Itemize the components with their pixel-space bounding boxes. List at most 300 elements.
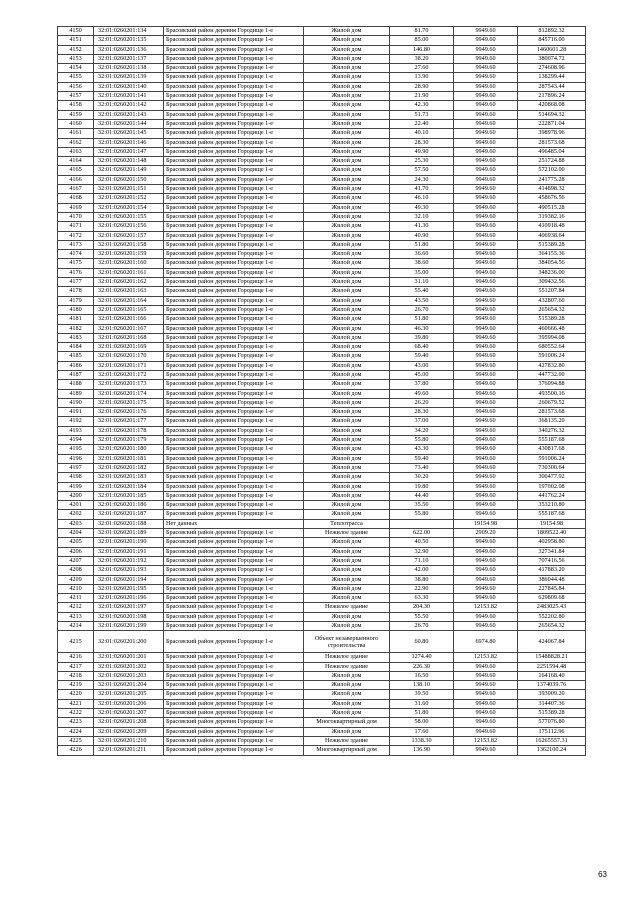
address-cell: Брасовский район деревня Городище 1-е xyxy=(164,622,304,631)
row-number-cell: 4204 xyxy=(58,529,94,538)
object-type-cell: Жилой дом xyxy=(304,491,390,500)
row-number-cell: 4151 xyxy=(58,36,94,45)
cadastral-value-cell: 395994.08 xyxy=(518,333,586,342)
unit-value-cell: 9949.60 xyxy=(454,343,518,352)
unit-value-cell: 9949.60 xyxy=(454,681,518,690)
object-type-cell: Жилой дом xyxy=(304,575,390,584)
area-cell: 31.60 xyxy=(390,699,454,708)
area-cell: 51.80 xyxy=(390,709,454,718)
cadastral-value-cell: 427832.80 xyxy=(518,361,586,370)
cadastral-value-cell: 227845.84 xyxy=(518,584,586,593)
object-type-cell: Жилой дом xyxy=(304,166,390,175)
row-number-cell: 4180 xyxy=(58,305,94,314)
table-row xyxy=(58,519,586,528)
row-number-cell: 4217 xyxy=(58,662,94,671)
row-number-cell: 4157 xyxy=(58,92,94,101)
table-row xyxy=(58,594,586,603)
unit-value-cell: 9949.60 xyxy=(454,54,518,63)
cadastral-value-cell: 265654.32 xyxy=(518,622,586,631)
cadastral-number-cell: 32:01:0260201:136 xyxy=(94,45,164,54)
cadastral-number-cell: 32:01:0260201:139 xyxy=(94,73,164,82)
address-cell: Брасовский район деревня Городище 1-е xyxy=(164,166,304,175)
cadastral-value-cell: 380074.72 xyxy=(518,54,586,63)
table-row xyxy=(58,653,586,662)
address-cell: Брасовский район деревня Городище 1-е xyxy=(164,482,304,491)
area-cell: 55.80 xyxy=(390,510,454,519)
cadastral-value-cell: 447732.00 xyxy=(518,370,586,379)
object-type-cell: Жилой дом xyxy=(304,296,390,305)
object-type-cell: Жилой дом xyxy=(304,482,390,491)
cadastral-number-cell: 32:01:0260201:182 xyxy=(94,463,164,472)
cadastral-number-cell: 32:01:0260201:161 xyxy=(94,268,164,277)
object-type-cell: Жилой дом xyxy=(304,699,390,708)
object-type-cell: Жилой дом xyxy=(304,240,390,249)
address-cell: Брасовский район деревня Городище 1-е xyxy=(164,185,304,194)
area-cell: 68.40 xyxy=(390,343,454,352)
table-row xyxy=(58,287,586,296)
unit-value-cell: 9949.60 xyxy=(454,454,518,463)
unit-value-cell: 9949.60 xyxy=(454,584,518,593)
row-number-cell: 4168 xyxy=(58,194,94,203)
cadastral-number-cell: 32:01:0260201:152 xyxy=(94,194,164,203)
cadastral-value-cell: 430817.68 xyxy=(518,445,586,454)
unit-value-cell: 9949.60 xyxy=(454,746,518,755)
cadastral-number-cell: 32:01:0260201:207 xyxy=(94,709,164,718)
area-cell: 55.80 xyxy=(390,436,454,445)
table-row xyxy=(58,110,586,119)
cadastral-value-cell: 300477.92 xyxy=(518,473,586,482)
cadastral-value-cell: 386044.48 xyxy=(518,575,586,584)
area-cell: 26.20 xyxy=(390,398,454,407)
table-row xyxy=(58,538,586,547)
unit-value-cell: 9949.60 xyxy=(454,333,518,342)
cadastral-number-cell: 32:01:0260201:171 xyxy=(94,361,164,370)
object-type-cell: Жилой дом xyxy=(304,408,390,417)
table-row xyxy=(58,408,586,417)
row-number-cell: 4175 xyxy=(58,259,94,268)
row-number-cell: 4220 xyxy=(58,690,94,699)
cadastral-number-cell: 32:01:0260201:135 xyxy=(94,36,164,45)
area-cell: 36.60 xyxy=(390,250,454,259)
unit-value-cell: 9949.60 xyxy=(454,315,518,324)
table-row xyxy=(58,92,586,101)
unit-value-cell: 9949.60 xyxy=(454,36,518,45)
table-row xyxy=(58,612,586,621)
area-cell: 45.00 xyxy=(390,370,454,379)
unit-value-cell: 9949.60 xyxy=(454,556,518,565)
row-number-cell: 4196 xyxy=(58,454,94,463)
area-cell: 51.73 xyxy=(390,110,454,119)
row-number-cell: 4178 xyxy=(58,287,94,296)
address-cell: Брасовский район деревня Городище 1-е xyxy=(164,584,304,593)
table-row xyxy=(58,556,586,565)
object-type-cell: Нежилое здание xyxy=(304,603,390,612)
cadastral-value-cell: 420868.08 xyxy=(518,101,586,110)
unit-value-cell: 9949.60 xyxy=(454,727,518,736)
object-type-cell: Жилой дом xyxy=(304,501,390,510)
table-row xyxy=(58,389,586,398)
table-row xyxy=(58,417,586,426)
cadastral-number-cell: 32:01:0260201:162 xyxy=(94,278,164,287)
unit-value-cell: 9949.60 xyxy=(454,718,518,727)
cadastral-number-cell: 32:01:0260201:174 xyxy=(94,389,164,398)
area-cell: 81.70 xyxy=(390,27,454,36)
cadastral-number-cell: 32:01:0260201:158 xyxy=(94,240,164,249)
area-cell: 26.70 xyxy=(390,622,454,631)
address-cell: Брасовский район деревня Городище 1-е xyxy=(164,566,304,575)
cadastral-value-cell: 368135.20 xyxy=(518,417,586,426)
object-type-cell: Жилой дом xyxy=(304,612,390,621)
row-number-cell: 4187 xyxy=(58,370,94,379)
address-cell: Брасовский район деревня Городище 1-е xyxy=(164,92,304,101)
table-row xyxy=(58,250,586,259)
address-cell: Брасовский район деревня Городище 1-е xyxy=(164,250,304,259)
object-type-cell: Жилой дом xyxy=(304,426,390,435)
unit-value-cell: 9949.60 xyxy=(454,538,518,547)
address-cell: Брасовский район деревня Городище 1-е xyxy=(164,709,304,718)
table-row xyxy=(58,454,586,463)
cadastral-number-cell: 32:01:0260201:172 xyxy=(94,370,164,379)
table-body xyxy=(58,27,586,756)
address-cell: Брасовский район деревня Городище 1-е xyxy=(164,417,304,426)
cadastral-value-cell: 458676.56 xyxy=(518,194,586,203)
row-number-cell: 4183 xyxy=(58,333,94,342)
row-number-cell: 4213 xyxy=(58,612,94,621)
area-cell: 226.30 xyxy=(390,662,454,671)
area-cell: 60.80 xyxy=(390,631,454,653)
object-type-cell: Жилой дом xyxy=(304,566,390,575)
table-row xyxy=(58,231,586,240)
object-type-cell: Жилой дом xyxy=(304,138,390,147)
object-type-cell: Жилой дом xyxy=(304,92,390,101)
row-number-cell: 4195 xyxy=(58,445,94,454)
cadastral-value-cell: 551207.84 xyxy=(518,287,586,296)
row-number-cell: 4206 xyxy=(58,547,94,556)
area-cell: 55.40 xyxy=(390,287,454,296)
row-number-cell: 4200 xyxy=(58,491,94,500)
unit-value-cell: 9949.60 xyxy=(454,709,518,718)
unit-value-cell: 19154.98 xyxy=(454,519,518,528)
object-type-cell: Жилой дом xyxy=(304,436,390,445)
object-type-cell: Жилой дом xyxy=(304,194,390,203)
cadastral-value-cell: 515389.28 xyxy=(518,240,586,249)
address-cell: Брасовский район деревня Городище 1-е xyxy=(164,491,304,500)
object-type-cell: Многоквартирный дом xyxy=(304,746,390,755)
object-type-cell: Жилой дом xyxy=(304,584,390,593)
table-row xyxy=(58,436,586,445)
object-type-cell: Жилой дом xyxy=(304,82,390,91)
table-row xyxy=(58,333,586,342)
area-cell: 42.30 xyxy=(390,101,454,110)
area-cell: 32.90 xyxy=(390,547,454,556)
table-row xyxy=(58,82,586,91)
object-type-cell: Нежилое здание xyxy=(304,736,390,745)
cadastral-value-cell: 441762.24 xyxy=(518,491,586,500)
address-cell: Брасовский район деревня Городище 1-е xyxy=(164,259,304,268)
cadastral-number-cell: 32:01:0260201:204 xyxy=(94,681,164,690)
row-number-cell: 4185 xyxy=(58,352,94,361)
unit-value-cell: 9949.60 xyxy=(454,157,518,166)
object-type-cell: Жилой дом xyxy=(304,389,390,398)
address-cell: Брасовский район деревня Городище 1-е xyxy=(164,101,304,110)
cadastral-value-cell: 197002.08 xyxy=(518,482,586,491)
unit-value-cell: 9949.60 xyxy=(454,482,518,491)
table-row xyxy=(58,147,586,156)
cadastral-value-cell: 707416.56 xyxy=(518,556,586,565)
unit-value-cell: 12153.82 xyxy=(454,603,518,612)
unit-value-cell: 9949.60 xyxy=(454,501,518,510)
address-cell: Брасовский район деревня Городище 1-е xyxy=(164,556,304,565)
table-row xyxy=(58,73,586,82)
area-cell: 85.00 xyxy=(390,36,454,45)
unit-value-cell: 9949.60 xyxy=(454,231,518,240)
address-cell: Брасовский район деревня Городище 1-е xyxy=(164,746,304,755)
cadastral-value-cell: 217896.24 xyxy=(518,92,586,101)
row-number-cell: 4184 xyxy=(58,343,94,352)
area-cell: 30.20 xyxy=(390,473,454,482)
row-number-cell: 4223 xyxy=(58,718,94,727)
cadastral-number-cell: 32:01:0260201:137 xyxy=(94,54,164,63)
table-row xyxy=(58,718,586,727)
cadastral-value-cell: 393009.20 xyxy=(518,690,586,699)
unit-value-cell: 9949.60 xyxy=(454,690,518,699)
row-number-cell: 4215 xyxy=(58,631,94,653)
cadastral-value-table xyxy=(57,26,586,756)
row-number-cell: 4198 xyxy=(58,473,94,482)
unit-value-cell: 9949.60 xyxy=(454,278,518,287)
cadastral-number-cell: 32:01:0260201:192 xyxy=(94,556,164,565)
area-cell: 22.40 xyxy=(390,119,454,128)
row-number-cell: 4171 xyxy=(58,222,94,231)
cadastral-value-cell: 164168.40 xyxy=(518,671,586,680)
cadastral-number-cell: 32:01:0260201:168 xyxy=(94,333,164,342)
unit-value-cell: 9949.60 xyxy=(454,622,518,631)
area-cell: 31.10 xyxy=(390,278,454,287)
address-cell: Брасовский район деревня Городище 1-е xyxy=(164,352,304,361)
address-cell: Брасовский район деревня Городище 1-е xyxy=(164,389,304,398)
table-row xyxy=(58,501,586,510)
row-number-cell: 4181 xyxy=(58,315,94,324)
object-type-cell: Жилой дом xyxy=(304,352,390,361)
cadastral-value-cell: 16265557.31 xyxy=(518,736,586,745)
row-number-cell: 4173 xyxy=(58,240,94,249)
table-row xyxy=(58,157,586,166)
unit-value-cell: 9949.60 xyxy=(454,222,518,231)
table-row xyxy=(58,380,586,389)
object-type-cell: Жилой дом xyxy=(304,473,390,482)
address-cell: Брасовский район деревня Городище 1-е xyxy=(164,699,304,708)
unit-value-cell: 9949.60 xyxy=(454,380,518,389)
cadastral-number-cell: 32:01:0260201:160 xyxy=(94,259,164,268)
table-row xyxy=(58,746,586,755)
unit-value-cell: 9949.60 xyxy=(454,73,518,82)
object-type-cell: Жилой дом xyxy=(304,101,390,110)
area-cell: 46.10 xyxy=(390,194,454,203)
address-cell: Брасовский район деревня Городище 1-е xyxy=(164,27,304,36)
object-type-cell: Жилой дом xyxy=(304,27,390,36)
cadastral-number-cell: 32:01:0260201:200 xyxy=(94,631,164,653)
unit-value-cell: 9949.60 xyxy=(454,268,518,277)
cadastral-number-cell: 32:01:0260201:209 xyxy=(94,727,164,736)
cadastral-number-cell: 32:01:0260201:175 xyxy=(94,398,164,407)
cadastral-value-cell: 414898.32 xyxy=(518,185,586,194)
cadastral-value-cell: 287543.44 xyxy=(518,82,586,91)
table-row xyxy=(58,343,586,352)
cadastral-number-cell: 32:01:0260201:141 xyxy=(94,92,164,101)
address-cell: Брасовский район деревня Городище 1-е xyxy=(164,398,304,407)
table-row xyxy=(58,547,586,556)
area-cell: 37.80 xyxy=(390,380,454,389)
row-number-cell: 4161 xyxy=(58,129,94,138)
row-number-cell: 4207 xyxy=(58,556,94,565)
cadastral-number-cell: 32:01:0260201:201 xyxy=(94,653,164,662)
area-cell: 59.40 xyxy=(390,352,454,361)
area-cell: 43.50 xyxy=(390,296,454,305)
table-row xyxy=(58,54,586,63)
object-type-cell: Жилой дом xyxy=(304,315,390,324)
table-row xyxy=(58,566,586,575)
cadastral-number-cell: 32:01:0260201:169 xyxy=(94,343,164,352)
table-row xyxy=(58,101,586,110)
page-number: 63 xyxy=(598,870,607,879)
object-type-cell: Жилой дом xyxy=(304,119,390,128)
unit-value-cell: 9949.60 xyxy=(454,671,518,680)
object-type-cell: Жилой дом xyxy=(304,681,390,690)
address-cell: Брасовский район деревня Городище 1-е xyxy=(164,473,304,482)
object-type-cell: Жилой дом xyxy=(304,157,390,166)
cadastral-value-cell: 402958.80 xyxy=(518,538,586,547)
area-cell: 37.00 xyxy=(390,417,454,426)
cadastral-number-cell: 32:01:0260201:144 xyxy=(94,119,164,128)
object-type-cell: Нежилое здание xyxy=(304,653,390,662)
area-cell: 73.40 xyxy=(390,463,454,472)
address-cell: Брасовский район деревня Городище 1-е xyxy=(164,73,304,82)
unit-value-cell: 9949.60 xyxy=(454,566,518,575)
address-cell: Брасовский район деревня Городище 1-е xyxy=(164,671,304,680)
unit-value-cell: 9949.60 xyxy=(454,296,518,305)
row-number-cell: 4159 xyxy=(58,110,94,119)
cadastral-number-cell: 32:01:0260201:177 xyxy=(94,417,164,426)
table-row xyxy=(58,278,586,287)
table-row xyxy=(58,463,586,472)
table-row xyxy=(58,622,586,631)
cadastral-number-cell: 32:01:0260201:188 xyxy=(94,519,164,528)
object-type-cell: Жилой дом xyxy=(304,36,390,45)
table-row xyxy=(58,584,586,593)
cadastral-value-cell: 376094.88 xyxy=(518,380,586,389)
cadastral-value-cell: 515389.28 xyxy=(518,709,586,718)
unit-value-cell: 9949.60 xyxy=(454,473,518,482)
cadastral-number-cell: 32:01:0260201:166 xyxy=(94,315,164,324)
object-type-cell: Жилой дом xyxy=(304,361,390,370)
cadastral-number-cell: 32:01:0260201:145 xyxy=(94,129,164,138)
unit-value-cell: 6974.80 xyxy=(454,631,518,653)
unit-value-cell: 9949.60 xyxy=(454,463,518,472)
cadastral-value-cell: 222871.04 xyxy=(518,119,586,128)
unit-value-cell: 9949.60 xyxy=(454,426,518,435)
table-row xyxy=(58,671,586,680)
table-row xyxy=(58,185,586,194)
address-cell: Брасовский район деревня Городище 1-е xyxy=(164,82,304,91)
area-cell: 204.30 xyxy=(390,603,454,612)
cadastral-value-cell: 417883.20 xyxy=(518,566,586,575)
cadastral-number-cell: 32:01:0260201:143 xyxy=(94,110,164,119)
area-cell: 39.50 xyxy=(390,690,454,699)
cadastral-value-cell: 340276.32 xyxy=(518,426,586,435)
address-cell: Брасовский район деревня Городище 1-е xyxy=(164,287,304,296)
object-type-cell: Жилой дом xyxy=(304,250,390,259)
table-row xyxy=(58,296,586,305)
cadastral-number-cell: 32:01:0260201:208 xyxy=(94,718,164,727)
object-type-cell: Жилой дом xyxy=(304,259,390,268)
cadastral-value-cell: 490515.28 xyxy=(518,203,586,212)
address-cell: Брасовский район деревня Городище 1-е xyxy=(164,129,304,138)
unit-value-cell: 9949.60 xyxy=(454,203,518,212)
area-cell: 32.10 xyxy=(390,212,454,221)
cadastral-number-cell: 32:01:0260201:170 xyxy=(94,352,164,361)
cadastral-number-cell: 32:01:0260201:194 xyxy=(94,575,164,584)
row-number-cell: 4170 xyxy=(58,212,94,221)
object-type-cell: Жилой дом xyxy=(304,129,390,138)
object-type-cell: Жилой дом xyxy=(304,622,390,631)
area-cell: 42.00 xyxy=(390,566,454,575)
unit-value-cell: 9949.60 xyxy=(454,212,518,221)
unit-value-cell: 9949.60 xyxy=(454,147,518,156)
table-row xyxy=(58,305,586,314)
cadastral-value-cell: 384054.56 xyxy=(518,259,586,268)
cadastral-value-cell: 175112.96 xyxy=(518,727,586,736)
row-number-cell: 4166 xyxy=(58,175,94,184)
row-number-cell: 4203 xyxy=(58,519,94,528)
unit-value-cell: 9949.60 xyxy=(454,370,518,379)
object-type-cell: Жилой дом xyxy=(304,671,390,680)
address-cell: Брасовский район деревня Городище 1-е xyxy=(164,54,304,63)
cadastral-number-cell: 32:01:0260201:210 xyxy=(94,736,164,745)
cadastral-number-cell: 32:01:0260201:183 xyxy=(94,473,164,482)
unit-value-cell: 9949.60 xyxy=(454,324,518,333)
cadastral-number-cell: 32:01:0260201:202 xyxy=(94,662,164,671)
area-cell: 46.30 xyxy=(390,324,454,333)
unit-value-cell: 9949.60 xyxy=(454,250,518,259)
row-number-cell: 4191 xyxy=(58,408,94,417)
unit-value-cell: 12153.82 xyxy=(454,653,518,662)
cadastral-value-cell: 353210.80 xyxy=(518,501,586,510)
row-number-cell: 4208 xyxy=(58,566,94,575)
area-cell: 51.80 xyxy=(390,315,454,324)
cadastral-value-cell: 493500.16 xyxy=(518,389,586,398)
address-cell: Брасовский район деревня Городище 1-е xyxy=(164,361,304,370)
table-row xyxy=(58,482,586,491)
address-cell: Брасовский район деревня Городище 1-е xyxy=(164,315,304,324)
object-type-cell: Жилой дом xyxy=(304,175,390,184)
cadastral-value-cell: 730300.64 xyxy=(518,463,586,472)
cadastral-number-cell: 32:01:0260201:142 xyxy=(94,101,164,110)
address-cell: Брасовский район деревня Городище 1-е xyxy=(164,445,304,454)
object-type-cell: Нежилое здание xyxy=(304,662,390,671)
object-type-cell: Жилой дом xyxy=(304,690,390,699)
cadastral-number-cell: 32:01:0260201:185 xyxy=(94,491,164,500)
area-cell: 28.90 xyxy=(390,82,454,91)
area-cell: 622.00 xyxy=(390,529,454,538)
object-type-cell: Жилой дом xyxy=(304,287,390,296)
cadastral-value-cell: 1374039.76 xyxy=(518,681,586,690)
address-cell: Брасовский район деревня Городище 1-е xyxy=(164,138,304,147)
cadastral-number-cell: 32:01:0260201:197 xyxy=(94,603,164,612)
table-row xyxy=(58,370,586,379)
cadastral-value-cell: 515389.28 xyxy=(518,315,586,324)
cadastral-value-cell: 591006.24 xyxy=(518,352,586,361)
object-type-cell: Жилой дом xyxy=(304,547,390,556)
